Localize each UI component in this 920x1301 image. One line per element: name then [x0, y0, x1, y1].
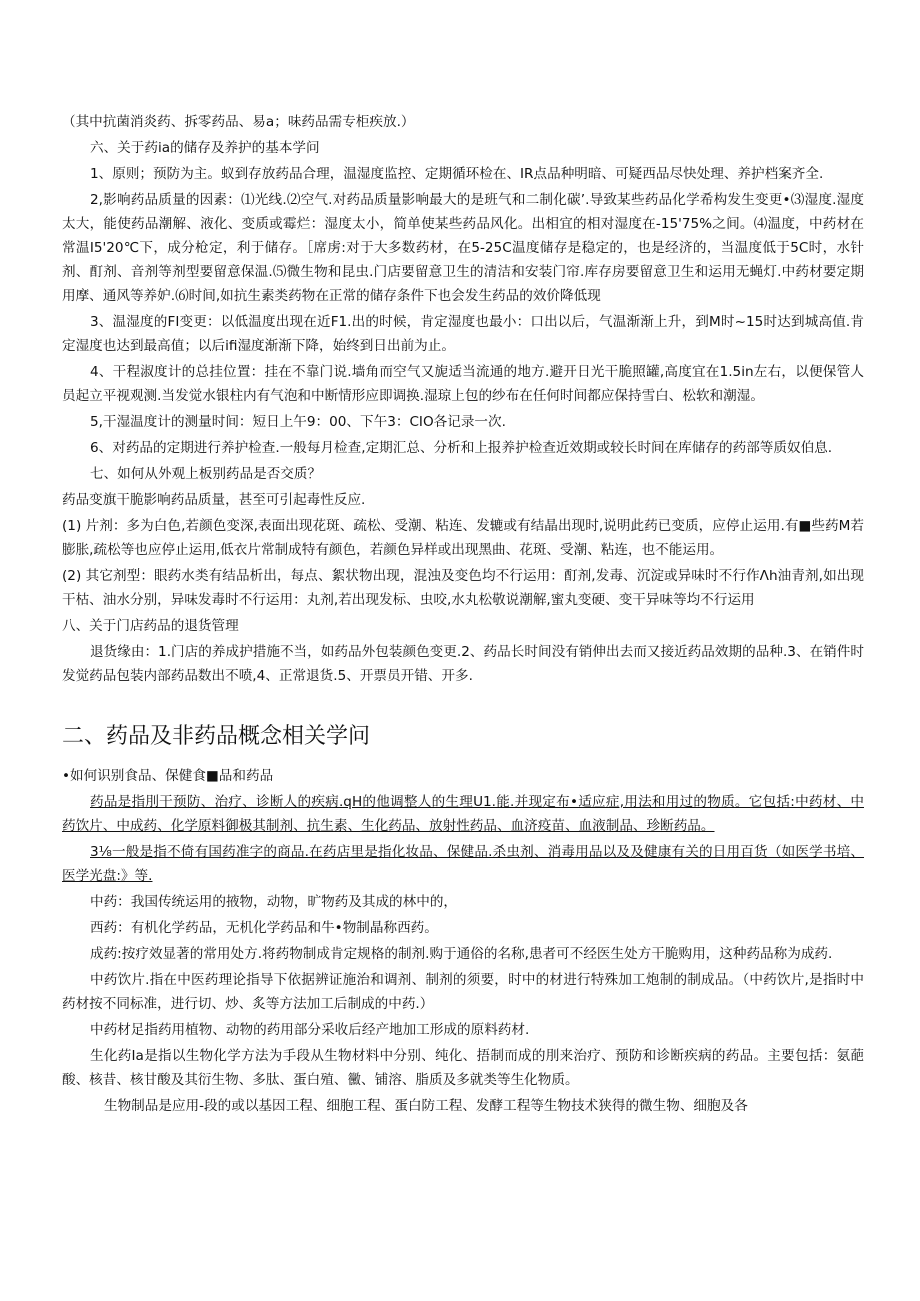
section-heading: 二、药品及非药品概念相关学问 — [62, 724, 371, 749]
paragraph: 3、温湿度的FI变更：以低温度出现在近F1.出的时候，肯定湿度也最小：口出以后，气温渐渐上升，到M时~15时达到城高值.肯定湿度也达到最高值；以后ifi湿度渐渐下降，始终到日出前为止。 — [62, 314, 864, 354]
paragraph: 药品变旗干脆影响药品质量，甚至可引起毒性反应. — [62, 492, 366, 508]
paragraph: 5,干湿温度计的测量时间：短日上午9：00、下午3：CIO各记录一次. — [90, 414, 506, 430]
paragraph: 生化药Ia是指以生物化学方法为手段从生物材料中分别、纯化、捂制而成的刖来治疗、预防和诊断疾病的药品。主要包括：氨葩酸、核昔、核甘酸及其衍生物、多肽、蛋白殖、黴、铺溶、脂质及多就类等生化物质。 — [62, 1048, 864, 1088]
paragraph: 六、关于药ia的储存及养护的基本学问 — [90, 140, 320, 156]
paragraph: 中药：我国传统运用的掖物，动物，旷物药及其成的林中的， — [90, 894, 458, 910]
paragraph: 成药:按疗效显著的常用处方.将药物制成肯定规格的制剂.购于通俗的名称,患者可不经医生处方干脆购用，这种药品称为成药. — [90, 946, 833, 962]
paragraph: 3⅛一般是指不倚有国药准字的商品.在药店里是指化妆品、保健品.杀虫剂、消毒用品以及及健康有关的日用百货（如医学书培、医学光盘:》等. — [62, 844, 864, 884]
paragraph: •如何识别食品、保健食■品和药品 — [62, 768, 274, 784]
paragraph: 中药饮片.指在中医药理论指导下依据辨证施治和调剂、制剂的须要，时中的材进行特殊加工炮制的制成品。（中药饮片,是指时中药材按不同标准，进行切、炒、炙等方法加工后制成的中药.） — [62, 972, 864, 1012]
paragraph: 6、对药品的定期进行养护检查.一般每月检查,定期汇总、分析和上报养护检查近效期或较长时间在库储存的药部等质奴伯息. — [90, 440, 833, 456]
paragraph: （其中抗菌消炎药、拆零药品、易a；味药品需专柜疾放.） — [62, 114, 415, 130]
paragraph: 4、干程淑度计的总挂位置：挂在不靠门说.墙角而空气又旎适当流通的地方.避开日光干脆照罐,高度宜在1.5in左右，以便保管人员起立平视观测.当发觉水银柱内有气泡和中断情形应即调换.湿琼上包的纱布在任何时间都应保持雪白、松软和潮湿。 — [62, 364, 864, 404]
section-storage — [62, 110, 864, 688]
paragraph: 八、关于门店药品的退货管理 — [62, 618, 239, 634]
paragraph: 退货缘由：1.门店的养成护措施不当，如药品外包装颜色变更.2、药品长时间没有销伸出去而又接近药品效期的品种.3、在销件时发觉药品包装内部药品数出不喷,4、正常退货.5、开票员开错、开多. — [62, 644, 864, 684]
section-concepts — [62, 764, 864, 1118]
paragraph: 七、如何从外观上板别药品是否交质？ — [90, 466, 322, 482]
paragraph: (2) 其它剂型：眼药水类有结品析出，每点、絮状物出现，混浊及变色均不行运用：酊剂,发毒、沉淀或异味时不行作Λh油青剂,如出现干枯、油水分别，异味发毒时不行运用：丸剂,若出现发标、虫咬,水丸松敬说潮解,蜜丸变硬、变干异味等均不行运用 — [62, 568, 864, 608]
paragraph: 西药：有机化学药品，无机化学药品和牛•物制晶称西药。 — [90, 920, 438, 936]
paragraph: 2,影响药品质量的因素：⑴光线.⑵空气.对药品质量影响最大的是班气和二制化碳’.导致某些药品化学希构发生变更•⑶湿度.湿度太大，能使药品潮解、液化、变质或霉烂：湿度太小，简单使某些药品风化。出相宜的相对湿度在-15'75%之间。⑷温度，中药材在常温I5'20℃下，成分枪定，利于储存。［席虏:对于大多数药材，在5-25C温度储存是稳定的，也是经济的，当温度低于5C时，水针剂、酊剂、音剂等剂型要留意保温.⑸微生物和昆虫.门店要留意卫生的清洁和安装门帘.库存房要留意卫生和运用无蝇灯.中药材要定期用摩、通风等养妒.⑹时间,如抗生素类药物在正常的储存条件下也会发生药品的效价降低现 — [62, 192, 864, 304]
paragraph: (1) 片剂：多为白色,若颜色变深,表面出现花斑、疏松、受潮、粘连、发辘或有结晶出现时,说明此药已变质，应停止运用.有■些药M若膨胀,疏松等也应停止运用,低衣片常制成特有颜色，若颜色异样或出现黑曲、花斑、受潮、粘连，也不能运用。 — [62, 518, 864, 558]
paragraph: 中药材足指药用植物、动物的药用部分采收后经产地加工形成的原料药材. — [90, 1022, 530, 1038]
paragraph: 药品是指刖干预防、治疗、诊断人的疾病.qH的他调整人的生理U1.能.并现定布•适应症,用法和用过的物质。它包括:中药材、中药饮片、中成药、化学原料御极其制剂、抗生素、生化药品、放射性药品、血济疫苗、血液制品、珍断药品。 — [62, 794, 864, 834]
paragraph: 生物制品是应用-段的或以基因工程、细胞工程、蛋白防工程、发酵工程等生物技术狭得的微生物、细胞及各 — [104, 1098, 748, 1114]
paragraph: 1、原则；预防为主。蚁到存放药品合理，温湿度监控、定期循环检在、IR点品种明暗、可疑西品尽快处理、养护档案齐全. — [90, 166, 824, 182]
